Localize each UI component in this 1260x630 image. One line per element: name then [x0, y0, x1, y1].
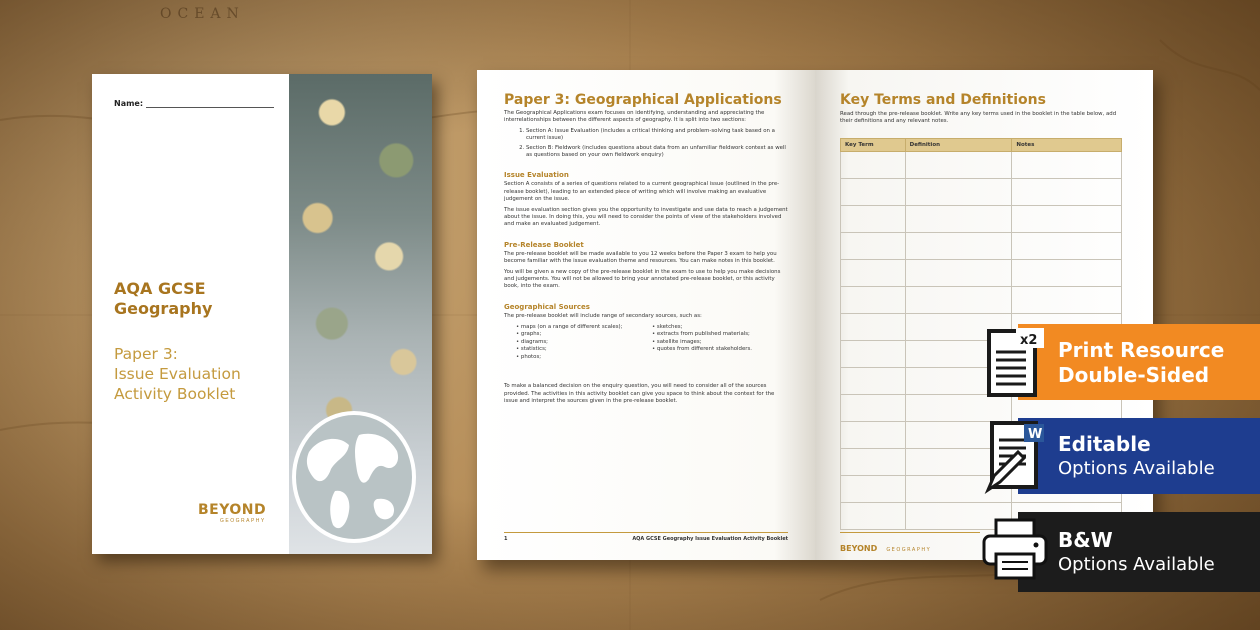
- col-header-notes: Notes: [1012, 139, 1122, 152]
- cover-title: [114, 279, 212, 319]
- issue-paragraph-1: Section A consists of a series of questions related to a current geographical issue (outlined in the pre-release booklet), leading to an extended piece of writing which will involve making an evaluative judgement on the issue.: [504, 181, 780, 202]
- table-cell: [841, 368, 906, 395]
- table-cell: [841, 422, 906, 449]
- printer-icon: [980, 516, 1050, 582]
- issue-paragraph-2: The issue evaluation section gives you the opportunity to investigate and use data to reach a judgement about the issue. In doing this, you will need to consider the points of view of the stakeholders involved and make an evaluated judgement.: [504, 207, 788, 228]
- source-item: • quotes from different stakeholders.: [652, 346, 788, 354]
- source-item: • diagrams;: [516, 339, 652, 347]
- logo-subtext: GEOGRAPHY: [220, 518, 266, 524]
- col-header-key-term: Key Term: [841, 139, 906, 152]
- footer-logo-word: BEYOND: [840, 544, 878, 553]
- logo-word: BEYOND: [198, 502, 267, 518]
- footer-logo-subtext: GEOGRAPHY: [886, 547, 932, 553]
- pre-release-paragraph-2: You will be given a new copy of the pre-release booklet in the exam to use to help you make decisions and judgements. You will not be allowed to bring your annotated pre-release booklet, or this activity book, into the exam.: [504, 269, 781, 290]
- double-sided-document-icon: [986, 328, 1046, 400]
- table-cell: [1012, 287, 1122, 314]
- right-page-title: Key Terms and Definitions: [840, 92, 1046, 108]
- table-row: [841, 206, 1122, 233]
- left-page-body: [504, 110, 788, 409]
- table-cell: [1012, 152, 1122, 179]
- table-cell: [841, 152, 906, 179]
- closing-paragraph: To make a balanced decision on the enquiry question, you will need to consider all of the sources provided. The activities in this activity booklet can give you space to think about the context for the issue and interpret the sources given in the pre-release booklet.: [504, 383, 775, 404]
- pre-release-heading: Pre-Release Booklet: [504, 240, 584, 249]
- name-field: [114, 99, 274, 108]
- table-row: [841, 287, 1122, 314]
- source-item: • extracts from published materials;: [652, 331, 788, 339]
- beyond-logo: [198, 502, 278, 524]
- table-cell: [905, 152, 1012, 179]
- section-b-item: 2. Section B: Fieldwork (includes questions about data from an unfamiliar fieldwork context as well as questions based on your own fieldwork enquiry): [526, 145, 788, 159]
- booklet-cover: [92, 74, 432, 554]
- intro-paragraph: The Geographical Applications exam focuses on identifying, understanding and appreciating the interrelationships between the different aspects of geography. It is split into two sections:: [504, 110, 765, 124]
- name-underline: [146, 107, 274, 108]
- bw-badge-line-2: Options Available: [1058, 554, 1215, 575]
- table-cell: [841, 179, 906, 206]
- cover-subtitle: [114, 344, 241, 404]
- editable-badge-line-1: Editable: [1058, 432, 1151, 456]
- table-cell: [905, 179, 1012, 206]
- table-cell: [841, 503, 906, 530]
- print-resource-badge: [1018, 324, 1260, 400]
- editable-badge-line-2: Options Available: [1058, 458, 1215, 479]
- double-sided-label: x2: [1020, 333, 1038, 348]
- section-a-item: 1. Section A: Issue Evaluation (includes a critical thinking and problem-solving task based on a current issue): [526, 128, 788, 142]
- table-cell: [841, 233, 906, 260]
- source-item: • photos;: [516, 354, 652, 362]
- table-row: [841, 152, 1122, 179]
- name-label: Name:: [114, 99, 144, 108]
- table-cell: [841, 449, 906, 476]
- cover-title-line-2: Geography: [114, 299, 213, 318]
- word-label: W: [1028, 427, 1043, 442]
- map-ocean-label: OCEAN: [160, 6, 245, 22]
- table-cell: [841, 314, 906, 341]
- word-document-edit-icon: [984, 420, 1048, 494]
- left-page-footer: [504, 532, 788, 542]
- left-page: [477, 70, 815, 560]
- col-header-definition: Definition: [905, 139, 1012, 152]
- source-item: • satellite images;: [652, 339, 788, 347]
- table-cell: [905, 287, 1012, 314]
- table-cell: [841, 260, 906, 287]
- source-item: • statistics;: [516, 346, 652, 354]
- sources-list: [516, 324, 788, 362]
- table-cell: [1012, 206, 1122, 233]
- sources-column-1: [516, 324, 652, 362]
- table-cell: [905, 206, 1012, 233]
- left-page-title: Paper 3: Geographical Applications: [504, 92, 782, 108]
- source-item: • maps (on a range of different scales);: [516, 324, 652, 332]
- sources-heading: Geographical Sources: [504, 302, 590, 311]
- cover-subtitle-line-1: Paper 3:: [114, 345, 178, 363]
- sections-list: [526, 128, 788, 159]
- pre-release-paragraph-1: The pre-release booklet will be made available to you 12 weeks before the Paper 3 exam to help you become familiar with the issue evaluation theme and resources. You can make notes in this booklet.: [504, 250, 777, 264]
- footer-title: AQA GCSE Geography Issue Evaluation Activity Booklet: [632, 536, 788, 542]
- source-item: • sketches;: [652, 324, 788, 332]
- print-badge-line-1: Print Resource: [1058, 338, 1225, 362]
- cover-subtitle-line-2: Issue Evaluation: [114, 365, 241, 383]
- table-cell: [841, 287, 906, 314]
- table-cell: [841, 476, 906, 503]
- table-cell: [841, 395, 906, 422]
- table-cell: [841, 206, 906, 233]
- table-header-row: [841, 139, 1122, 152]
- editable-badge: [1018, 418, 1260, 494]
- right-page-intro: Read through the pre-release booklet. Write any key terms used in the booklet in the table below, add their definitions and any relevant notes.: [840, 111, 1117, 125]
- cover-title-line-1: AQA GCSE: [114, 279, 206, 298]
- black-white-badge: [1018, 512, 1260, 592]
- globe-icon: [289, 407, 419, 547]
- table-row: [841, 260, 1122, 287]
- bw-badge-line-1: B&W: [1058, 528, 1113, 552]
- source-item: • graphs;: [516, 331, 652, 339]
- table-cell: [841, 341, 906, 368]
- table-row: [841, 179, 1122, 206]
- issue-evaluation-heading: Issue Evaluation: [504, 171, 569, 180]
- table-cell: [1012, 179, 1122, 206]
- table-cell: [1012, 233, 1122, 260]
- table-cell: [1012, 260, 1122, 287]
- table-cell: [905, 260, 1012, 287]
- table-cell: [905, 233, 1012, 260]
- print-badge-line-2: Double-Sided: [1058, 363, 1210, 387]
- sources-column-2: [652, 324, 788, 362]
- sources-intro: The pre-release booklet will include range of secondary sources, such as:: [504, 312, 702, 319]
- cover-subtitle-line-3: Activity Booklet: [114, 385, 236, 403]
- page-number: 1: [504, 536, 508, 542]
- table-row: [841, 233, 1122, 260]
- right-page-footer: [840, 532, 980, 555]
